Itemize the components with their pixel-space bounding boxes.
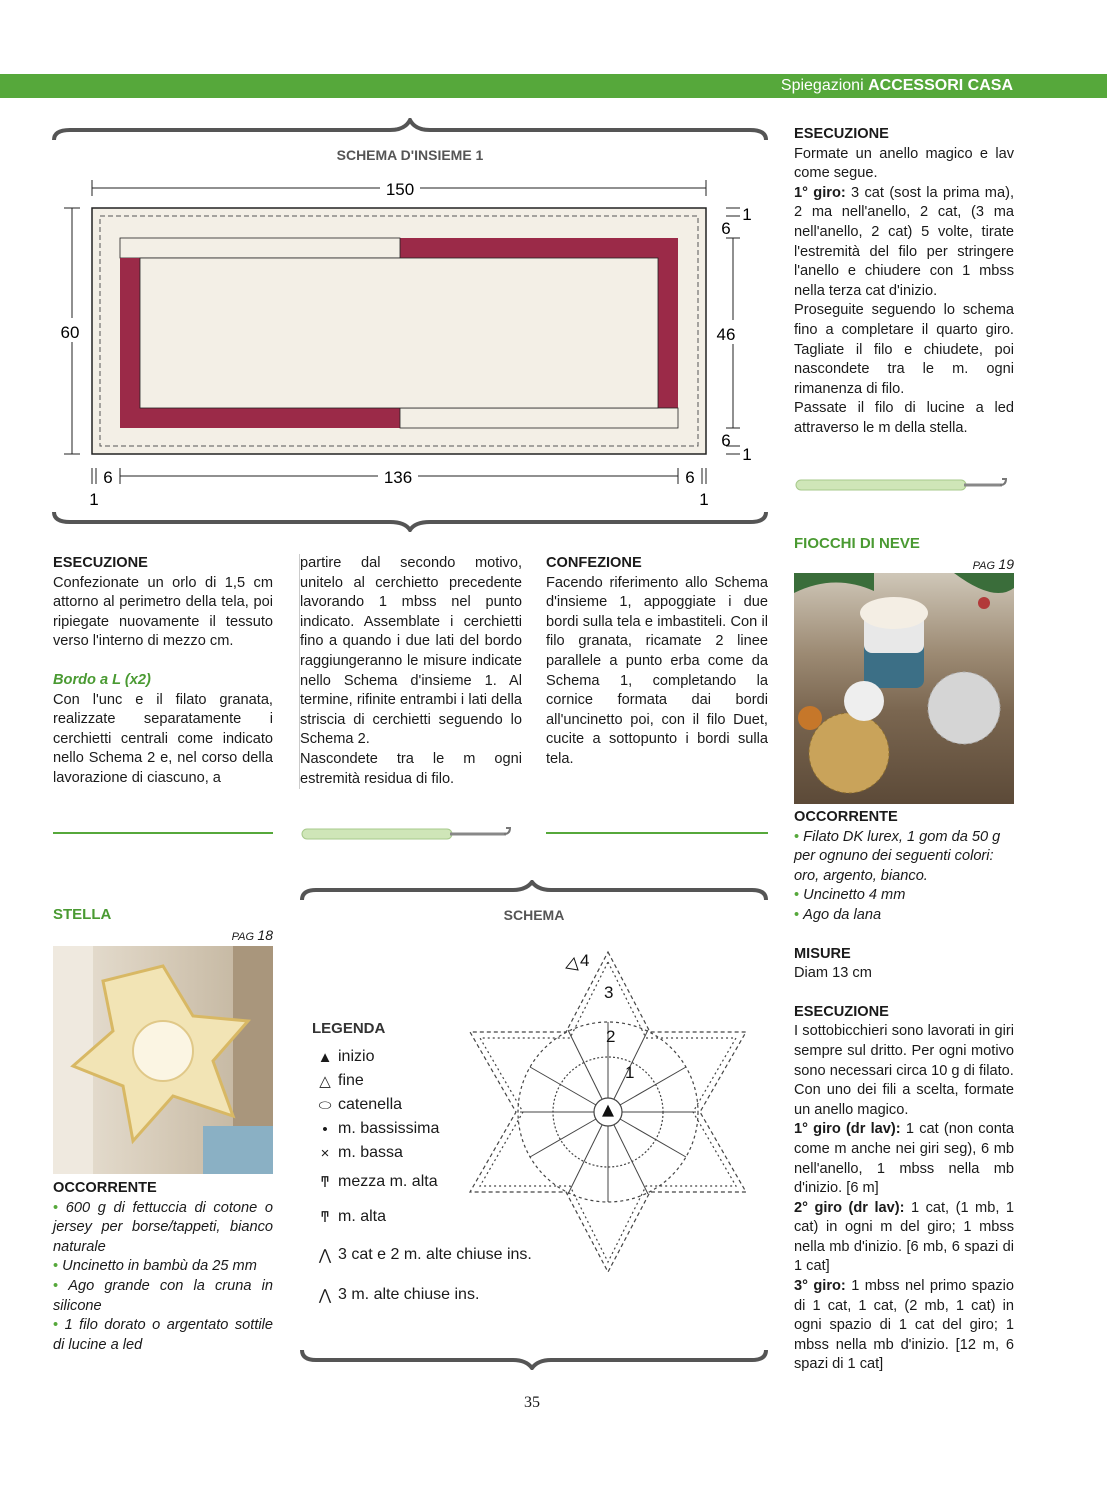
col2-text2: Nascondete tra le m ogni estremità residua di filo. bbox=[300, 750, 522, 787]
stella-esecuzione-title: ESECUZIONE bbox=[794, 126, 889, 142]
fiocchi-occorrente-title: OCCORRENTE bbox=[794, 809, 898, 825]
stella-item: 1 filo dorato o argentato sottile di lucine a led bbox=[53, 1317, 273, 1353]
giro-text: 1 cat, (1 mb, 1 cat) in ogni m del giro; 1 mbss nella mb d'inizio. [6 mb, 6 spazi di 1 cat] bbox=[794, 1199, 1014, 1275]
schema2-title: SCHEMA bbox=[503, 907, 565, 923]
dim-bottom: 136 bbox=[383, 468, 413, 487]
schema1-title: SCHEMA D'INSIEME 1 bbox=[336, 147, 484, 163]
header-section: ACCESSORI CASA bbox=[868, 77, 1013, 94]
legend-item: × m. bassa bbox=[320, 1144, 403, 1162]
stella-occorrente: OCCORRENTE • 600 g di fettuccia di cotone o jersey per borse/tappeti, bianco naturale • Uncinetto in bambù da 25 mm • Ago grande con la cruna in silicone • 1 filo dorato o argentato sottile di lucine a led bbox=[53, 1180, 273, 1353]
dim-bottom-right-6: 6 bbox=[685, 468, 695, 487]
giro-label: 3° giro: bbox=[794, 1278, 846, 1295]
section-header-bar bbox=[0, 74, 1107, 98]
header-prefix: Spiegazioni bbox=[780, 77, 864, 94]
dim-right-top-6: 6 bbox=[721, 219, 731, 238]
confezione-text: Facendo riferimento allo Schema d'insieme 1, appoggiate i due bordi sulla tela e imbastiteli. Con il filo granata, ricamate 2 linee parallele a punto erba come da Schema 1, completando la cornice formata dai bordi all'uncinetto poi, con il filo Duet, cucite a sottopunto i bordi sulla tela. bbox=[546, 574, 768, 767]
fiocchi-esec-p1: I sottobicchieri sono lavorati in giri sempre sul dritto. Per ogni motivo sono necessari circa 10 g di filato. bbox=[794, 1023, 1014, 1079]
column-2 bbox=[299, 554, 522, 789]
crochet-hook-icon bbox=[300, 823, 520, 845]
stella-item: 600 g di fettuccia di cotone o jersey per borse/tappeti, bianco naturale bbox=[53, 1199, 273, 1255]
esecuzione-text: Confezionate un orlo di 1,5 cm attorno al perimetro della tela, poi ripiegate nuovamente il tessuto verso l'interno di mezzo cm. bbox=[53, 574, 273, 650]
giro1-text: 3 cat (sost la prima ma), 2 ma nell'anello, 2 cat, (3 ma nell'anello, 2 cat) 5 volte, tirate l'estremità del filo per stringere l'anello e chiudere con 1 mbss nella terza cat d'inizio. bbox=[794, 184, 1014, 299]
divider bbox=[53, 832, 273, 834]
legend-item: ⋀ 3 cat e 2 m. alte chiuse ins. bbox=[318, 1246, 532, 1264]
dim-bottom-right-1: 1 bbox=[699, 490, 709, 509]
giro-label: 1° giro (dr lav): bbox=[794, 1121, 901, 1138]
crochet-hook-icon bbox=[794, 474, 1014, 496]
schema-insieme-1-diagram bbox=[50, 118, 770, 532]
stella-esecuzione-intro: Formate un anello magico e lav come segue. bbox=[794, 145, 1014, 182]
column-4 bbox=[794, 125, 1014, 439]
round-label: 3 bbox=[604, 983, 614, 1002]
confezione-title: CONFEZIONE bbox=[546, 555, 642, 571]
dim-top: 150 bbox=[385, 180, 415, 199]
misure-text: Diam 13 cm bbox=[794, 965, 872, 982]
col2-text: partire dal secondo motivo, unitelo al cerchietto precedente lavorando 1 mbss nel punto indicato. Assemblate i cerchietti fino a quando i due lati del bordo raggiungeranno le misure indicate nello Schema d'insieme 1. Al termine, rifinite entrambi i lati della striscia di cerchietti seguendo lo Schema 2. bbox=[300, 555, 522, 748]
legend-item: ⬭ catenella bbox=[318, 1096, 403, 1114]
column-3 bbox=[546, 554, 768, 770]
legend-item: ͳ m. alta bbox=[320, 1208, 387, 1226]
stella-item: Uncinetto in bambù da 25 mm bbox=[62, 1258, 257, 1275]
legend-item: • m. bassissima bbox=[322, 1120, 440, 1138]
legend-title: LEGENDA bbox=[312, 1020, 386, 1037]
bordo-title: Bordo a L (x2) bbox=[53, 671, 151, 688]
fiocchi-info: OCCORRENTE • Filato DK lurex, 1 gom da 50 g per ognuno dei seguenti colori: oro, argento, bianco. • Uncinetto 4 mm • Ago da lana MISURE Diam 13 cm ESECUZIONE I sottobicchieri sono lavorati in giri sempre sul dritto. Per ogni motivo sono necessari circa 10 g di filato. Con uno dei fili a scelta, formate un anello magico. 1° giro (dr lav): 1 cat (non conta come m anche nei giri seg), 6 mb nell'anello, 1 mbss nella mb d'inizio. [6 m] 2° giro (dr lav): 1 cat, (1 mb, 1 cat) in ogni m del giro; 1 mbss nella mb d'inizio. [6 mb, 6 spazi di 1 cat] 3° giro: 1 mbss nel primo spazio di 1 cat, 1 cat, (2 mb, 1 cat) in ogni spazio di 1 cat del giro; 1 mbss nella mb d'inizio. [12 m, 6 spazi di 1 cat] bbox=[794, 809, 1015, 1373]
giro-text: 1 cat (non conta come m anche nei giri seg), 6 mb nell'anello, 1 mbss nella mb d'inizio. [6 m] bbox=[794, 1121, 1015, 1197]
round-label: 4 bbox=[580, 951, 590, 970]
page-number: 35 bbox=[524, 1394, 540, 1411]
stella-title: STELLA bbox=[53, 906, 112, 923]
misure-title: MISURE bbox=[794, 945, 851, 962]
round-label: 1 bbox=[625, 1063, 635, 1082]
fiocchi-title: FIOCCHI DI NEVE bbox=[794, 535, 920, 552]
giro-text: 1 mbss nel primo spazio di 1 cat, 1 cat, (2 mb, 1 cat) in ogni spazio di 1 cat del giro; 1 mbss nella mb d'inizio. [12 m, 6 spazi di 1 cat] bbox=[794, 1278, 1014, 1373]
esecuzione-title: ESECUZIONE bbox=[53, 555, 148, 571]
legend-item: ⋀ 3 m. alte chiuse ins. bbox=[318, 1286, 480, 1304]
section-header bbox=[781, 77, 1013, 95]
dim-right-bot-1: 1 bbox=[742, 445, 752, 464]
stella-p3: Passate il filo di lucine a led attraverso le m della stella. bbox=[794, 400, 1014, 436]
fiocchi-item: Filato DK lurex, 1 gom da 50 g per ognuno dei seguenti colori: oro, argento, bianco. bbox=[794, 828, 1001, 884]
fiocchi-item: Ago da lana bbox=[803, 906, 882, 923]
stella-page-ref: PAG 18 bbox=[231, 927, 273, 943]
dim-left: 60 bbox=[60, 323, 80, 342]
dim-right: 46 bbox=[716, 325, 736, 344]
giro1-label: 1° giro: bbox=[794, 184, 846, 201]
stella-p2: Proseguite seguendo lo schema fino a completare il quarto giro. Tagliate il filo e chiudete, poi nascondete tra le m. ogni rimanenza di filo. bbox=[794, 302, 1014, 397]
fiocchi-esec-p2: Con uno dei fili a scelta, formate un anello magico. bbox=[794, 1082, 1014, 1118]
fiocchi-item: Uncinetto 4 mm bbox=[803, 887, 906, 904]
legend bbox=[312, 1020, 562, 1315]
legend-item: ▲ inizio bbox=[317, 1048, 375, 1066]
dim-bottom-left-1: 1 bbox=[89, 490, 99, 509]
fiocchi-page-ref: PAG 19 bbox=[972, 556, 1014, 572]
stella-occorrente-title: OCCORRENTE bbox=[53, 1180, 157, 1196]
divider bbox=[546, 832, 768, 834]
giro-label: 2° giro (dr lav): bbox=[794, 1199, 905, 1216]
dim-right-top-1: 1 bbox=[742, 205, 752, 224]
legend-item: ͳ mezza m. alta bbox=[320, 1173, 438, 1191]
dim-right-bot-6: 6 bbox=[721, 431, 731, 450]
fiocchi-esecuzione-title: ESECUZIONE bbox=[794, 1003, 889, 1020]
legend-item: △ fine bbox=[319, 1072, 364, 1090]
round-label: 2 bbox=[606, 1027, 616, 1046]
stella-photo bbox=[53, 946, 273, 1174]
column-1 bbox=[53, 554, 273, 789]
bordo-text: Con l'unc e il filato granata, realizzate separatamente i cerchietti centrali come indicato nello Schema 2 e, nel corso della lavorazione di ciascuno, a bbox=[53, 691, 273, 786]
fiocchi-photo bbox=[794, 573, 1014, 804]
stella-item: Ago grande con la cruna in silicone bbox=[53, 1277, 273, 1314]
dim-bottom-left-6: 6 bbox=[103, 468, 113, 487]
